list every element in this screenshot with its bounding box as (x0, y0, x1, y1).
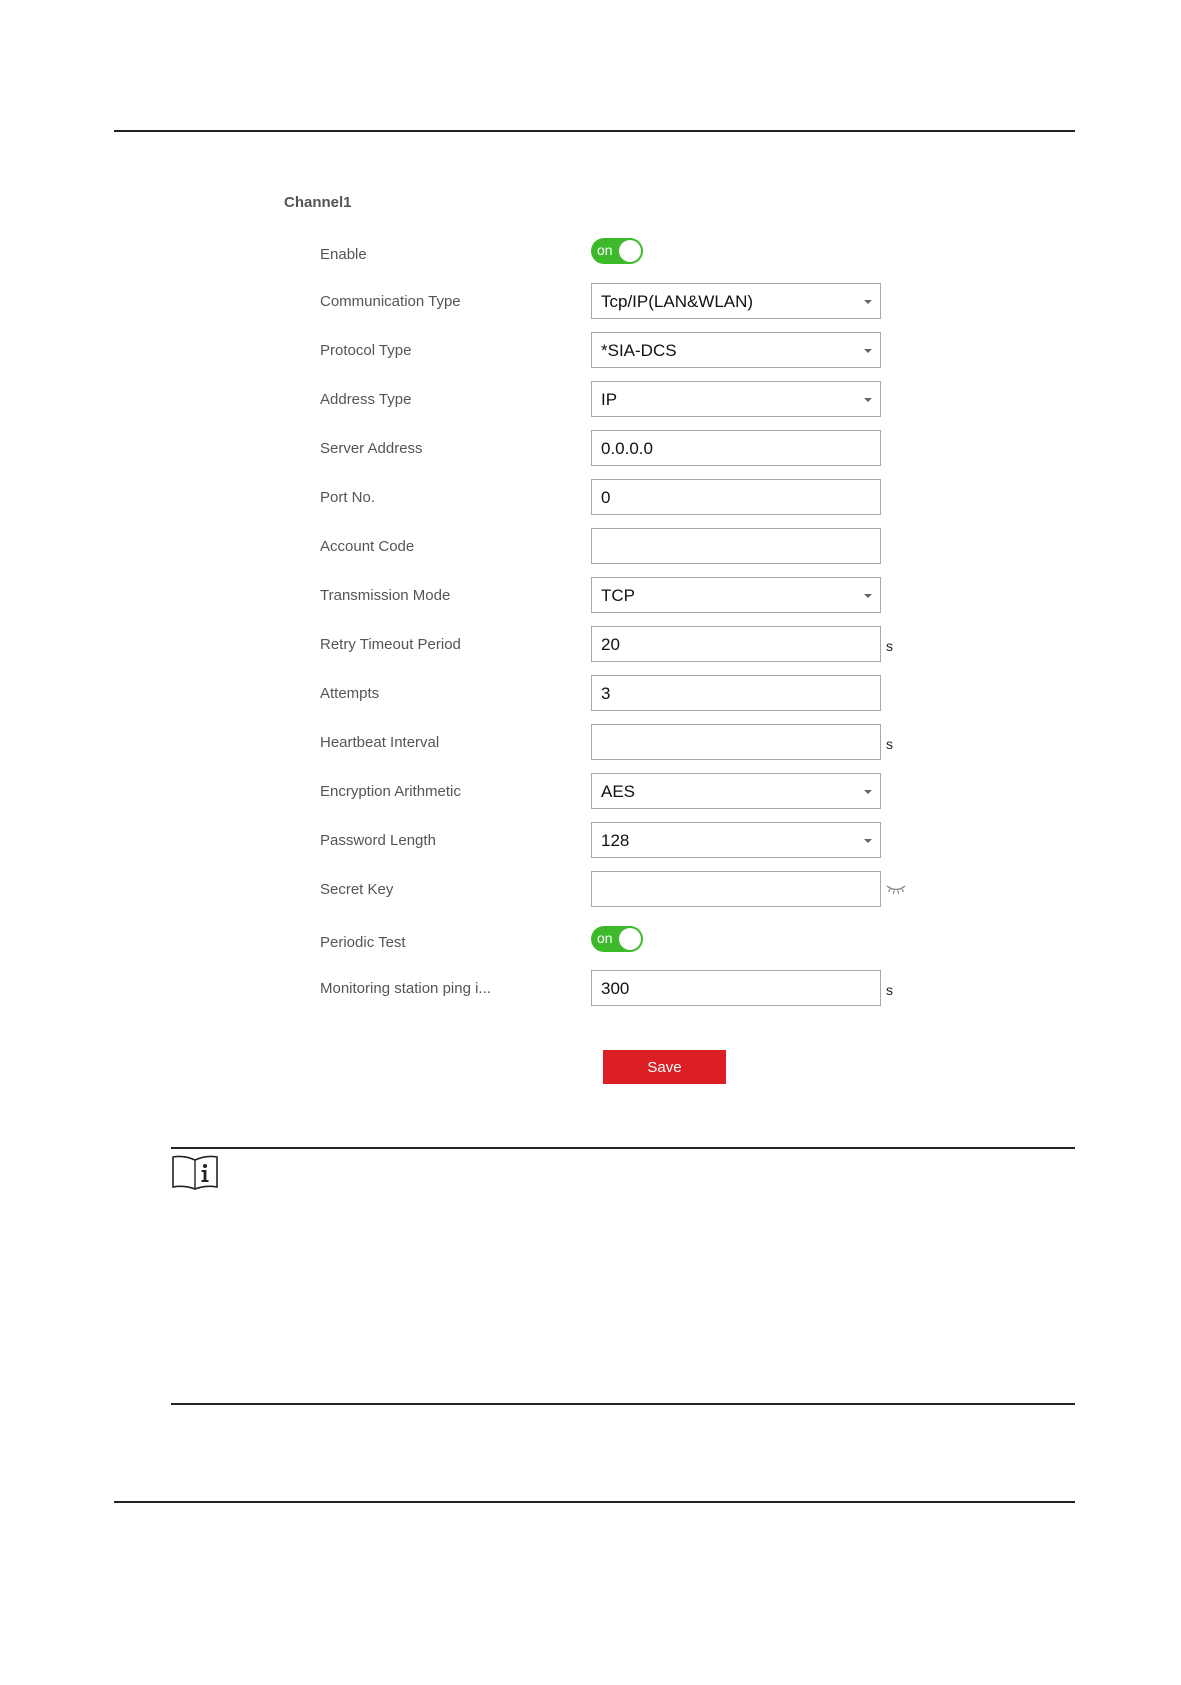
secret-key-input[interactable] (591, 871, 881, 907)
transmission-mode-select[interactable] (591, 577, 881, 613)
communication-type-select[interactable] (591, 283, 881, 319)
note-info-icon (171, 1155, 219, 1191)
row-server-address (0, 430, 1181, 468)
enable-label: Enable (320, 246, 367, 263)
encryption-arithmetic-value: AES (601, 782, 636, 801)
row-address-type (0, 381, 1181, 419)
chevron-down-icon (864, 349, 872, 353)
communication-type-value: Tcp/IP(LAN&WLAN) (601, 292, 754, 311)
server-address-value: 0.0.0.0 (601, 439, 653, 458)
communication-type-label: Communication Type (320, 293, 461, 310)
note-bottom-rule (171, 1403, 1075, 1405)
row-secret-key (0, 871, 1181, 909)
periodic-test-label: Periodic Test (320, 934, 406, 951)
secret-key-label: Secret Key (320, 881, 394, 898)
address-type-label: Address Type (320, 391, 412, 408)
row-account-code (0, 528, 1181, 566)
row-password-length (0, 822, 1181, 860)
password-length-select[interactable] (591, 822, 881, 858)
transmission-mode-label: Transmission Mode (320, 587, 451, 604)
attempts-value: 3 (601, 684, 611, 703)
row-heartbeat-interval (0, 724, 1181, 762)
row-communication-type (0, 283, 1181, 321)
enable-toggle-text: on (597, 242, 613, 258)
encryption-arithmetic-label: Encryption Arithmetic (320, 783, 461, 800)
eye-closed-icon[interactable] (886, 881, 906, 895)
monitoring-station-ping-input[interactable] (591, 970, 881, 1006)
chevron-down-icon (864, 398, 872, 402)
row-attempts (0, 675, 1181, 713)
heartbeat-interval-unit: s (886, 736, 893, 752)
toggle-knob (619, 240, 641, 262)
retry-timeout-period-input[interactable] (591, 626, 881, 662)
password-length-value: 128 (601, 831, 630, 850)
monitoring-station-ping-unit: s (886, 982, 893, 998)
account-code-label: Account Code (320, 538, 415, 555)
chevron-down-icon (864, 300, 872, 304)
toggle-knob (619, 928, 641, 950)
row-periodic-test (0, 924, 1181, 962)
retry-timeout-unit: s (886, 638, 893, 654)
monitoring-station-ping-label: Monitoring station ping i... (320, 980, 491, 997)
footer-rule (114, 1501, 1075, 1503)
row-enable (0, 236, 1181, 274)
chevron-down-icon (864, 594, 872, 598)
transmission-mode-value: TCP (601, 586, 635, 605)
protocol-type-value: *SIA-DCS (601, 341, 677, 360)
retry-timeout-period-label: Retry Timeout Period (320, 636, 461, 653)
save-button[interactable]: Save (603, 1050, 726, 1084)
server-address-input[interactable] (591, 430, 881, 466)
encryption-arithmetic-select[interactable] (591, 773, 881, 809)
section-title: Channel1 (284, 194, 352, 211)
heartbeat-interval-label: Heartbeat Interval (320, 734, 440, 751)
attempts-input[interactable] (591, 675, 881, 711)
row-retry-timeout-period (0, 626, 1181, 664)
protocol-type-select[interactable] (591, 332, 881, 368)
row-protocol-type (0, 332, 1181, 370)
attempts-label: Attempts (320, 685, 380, 702)
protocol-type-label: Protocol Type (320, 342, 412, 359)
periodic-test-toggle[interactable] (591, 926, 643, 952)
note-top-rule (171, 1147, 1075, 1149)
row-encryption-arithmetic (0, 773, 1181, 811)
monitoring-station-ping-value: 300 (601, 979, 630, 998)
password-length-label: Password Length (320, 832, 436, 849)
row-transmission-mode (0, 577, 1181, 615)
heartbeat-interval-input[interactable] (591, 724, 881, 760)
account-code-input[interactable] (591, 528, 881, 564)
address-type-select[interactable] (591, 381, 881, 417)
server-address-label: Server Address (320, 440, 423, 457)
address-type-value: IP (601, 390, 618, 409)
chevron-down-icon (864, 790, 872, 794)
row-port-no (0, 479, 1181, 517)
port-no-label: Port No. (320, 489, 376, 506)
port-no-value: 0 (601, 488, 611, 507)
row-monitoring-station-ping (0, 970, 1181, 1008)
enable-toggle[interactable] (591, 238, 643, 264)
periodic-test-toggle-text: on (597, 930, 613, 946)
port-no-input[interactable] (591, 479, 881, 515)
header-rule (114, 130, 1075, 132)
chevron-down-icon (864, 839, 872, 843)
retry-timeout-period-value: 20 (601, 635, 620, 654)
